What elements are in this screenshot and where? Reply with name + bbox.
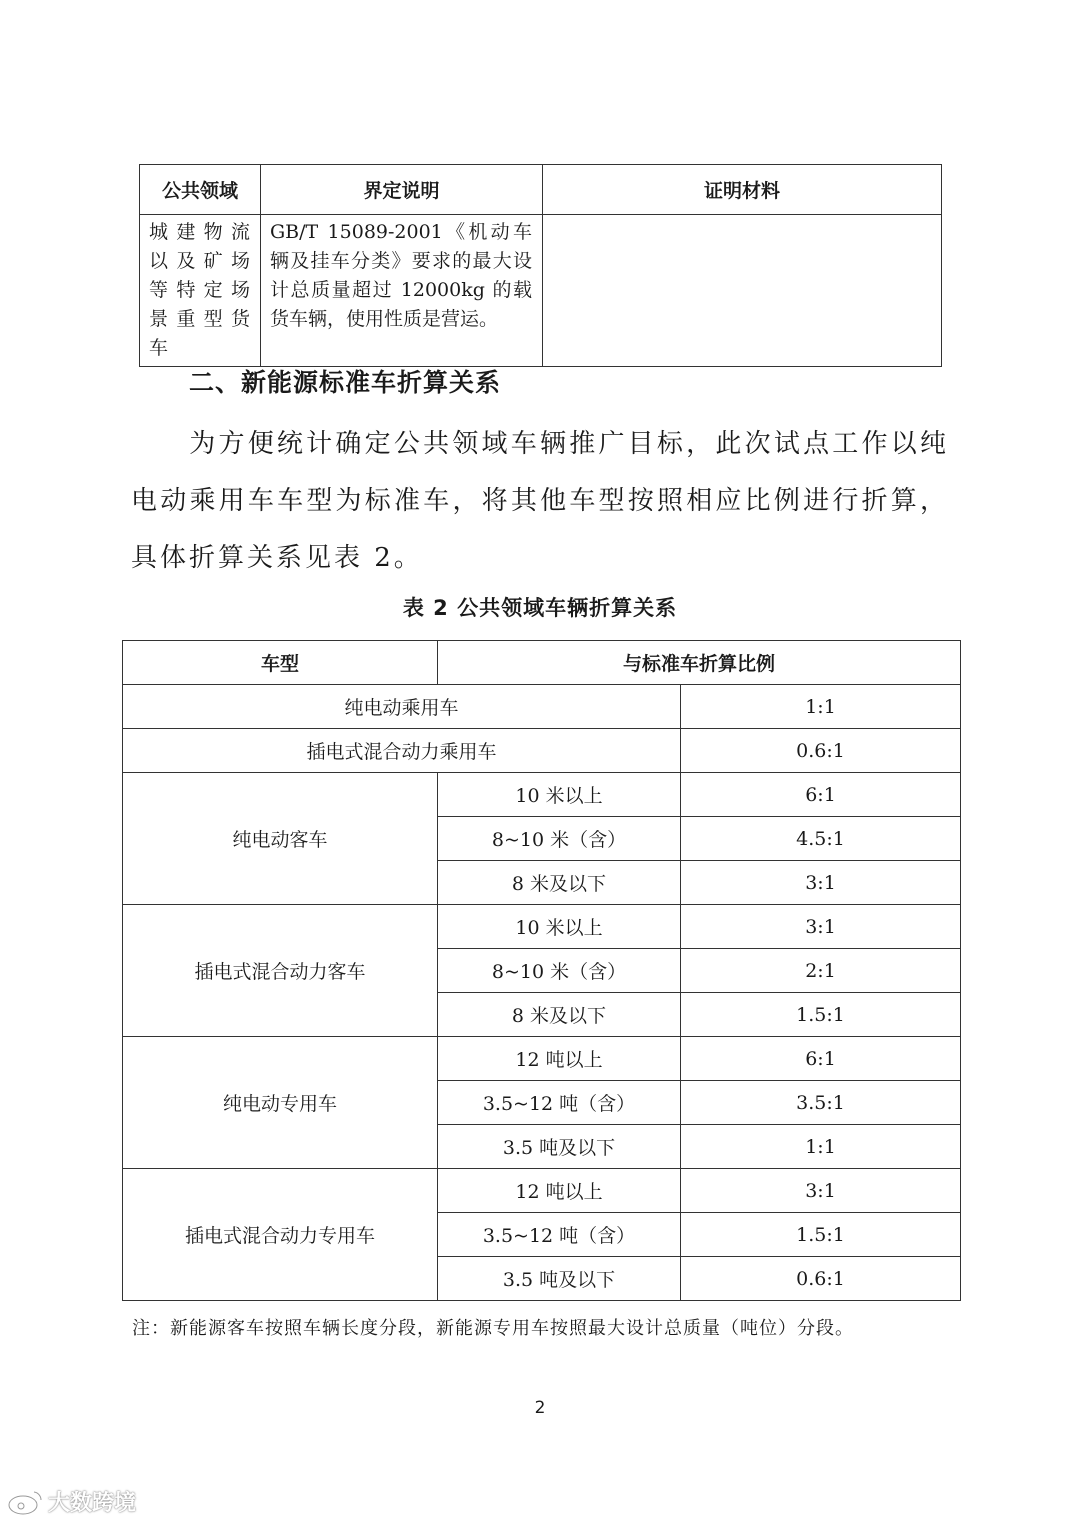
ratio-cell: 3:1 (681, 1169, 961, 1213)
vehicle-type-cell: 插电式混合动力专用车 (123, 1169, 438, 1301)
vehicle-type-cell: 纯电动专用车 (123, 1037, 438, 1169)
ratio-cell: 6:1 (681, 773, 961, 817)
paragraph-text: 为方便统计确定公共领域车辆推广目标，此次试点工作以纯电动乘用车车型为标准车，将其他车型按照相应比例进行折算，具体折算关系见表 2。 (131, 429, 949, 573)
definition-table (139, 164, 942, 367)
table-row (123, 685, 961, 729)
header-field: 公共领域 (140, 165, 261, 215)
section-heading: 二、新能源标准车折算关系 (189, 368, 502, 397)
spec-cell: 8 米及以下 (438, 993, 681, 1037)
table-note: 注：新能源客车按照车辆长度分段，新能源专用车按照最大设计总质量（吨位）分段。 (132, 1318, 854, 1339)
ratio-cell: 0.6:1 (681, 1257, 961, 1301)
ratio-cell: 3:1 (681, 905, 961, 949)
definition-cell: GB/T 15089-2001《机动车辆及挂车分类》要求的最大设计总质量超过 12000kg 的载货车辆，使用性质是营运。 (261, 215, 543, 367)
spec-cell: 3.5 吨及以下 (438, 1125, 681, 1169)
field-line: 等特定场 (149, 279, 250, 301)
table-header-row (140, 165, 942, 215)
ratio-cell: 3:1 (681, 861, 961, 905)
field-cell (140, 215, 261, 367)
spec-cell: 8~10 米（含） (438, 949, 681, 993)
header-proof: 证明材料 (543, 165, 942, 215)
ratio-cell: 1:1 (681, 1125, 961, 1169)
ratio-cell: 1.5:1 (681, 993, 961, 1037)
spec-cell: 12 吨以上 (438, 1169, 681, 1213)
conversion-table (122, 640, 961, 1301)
field-line: 车 (149, 337, 169, 359)
vehicle-type-cell: 纯电动乘用车 (123, 685, 681, 729)
ratio-cell: 4.5:1 (681, 817, 961, 861)
watermark (6, 1486, 136, 1517)
spec-cell: 10 米以上 (438, 905, 681, 949)
table-row (123, 1169, 961, 1213)
table-row (140, 215, 942, 367)
vehicle-type-cell: 插电式混合动力乘用车 (123, 729, 681, 773)
ratio-cell: 1.5:1 (681, 1213, 961, 1257)
table-row (123, 1037, 961, 1081)
spec-cell: 8 米及以下 (438, 861, 681, 905)
vehicle-type-cell: 插电式混合动力客车 (123, 905, 438, 1037)
spec-cell: 8~10 米（含） (438, 817, 681, 861)
ratio-cell: 1:1 (681, 685, 961, 729)
ratio-cell: 6:1 (681, 1037, 961, 1081)
vehicle-type-cell: 纯电动客车 (123, 773, 438, 905)
page-number: 2 (534, 1398, 546, 1418)
spec-cell: 3.5~12 吨（含） (438, 1213, 681, 1257)
field-line: 景重型货 (149, 308, 250, 330)
table-row (123, 905, 961, 949)
watermark-text: 大数跨境 (48, 1491, 137, 1516)
table-row (123, 729, 961, 773)
weibo-logo-icon (6, 1488, 44, 1516)
header-definition: 界定说明 (261, 165, 543, 215)
ratio-cell: 0.6:1 (681, 729, 961, 773)
header-ratio: 与标准车折算比例 (438, 641, 961, 685)
spec-cell: 3.5~12 吨（含） (438, 1081, 681, 1125)
body-paragraph (131, 416, 949, 587)
field-line: 城建物流 (149, 221, 250, 243)
ratio-cell: 3.5:1 (681, 1081, 961, 1125)
table-header-row (123, 641, 961, 685)
spec-cell: 10 米以上 (438, 773, 681, 817)
field-line: 以及矿场 (149, 250, 250, 272)
spec-cell: 12 吨以上 (438, 1037, 681, 1081)
proof-cell (543, 215, 942, 367)
header-vehicle-type: 车型 (123, 641, 438, 685)
table-row (123, 773, 961, 817)
table-caption: 表 2 公共领域车辆折算关系 (402, 596, 678, 620)
ratio-cell: 2:1 (681, 949, 961, 993)
spec-cell: 3.5 吨及以下 (438, 1257, 681, 1301)
